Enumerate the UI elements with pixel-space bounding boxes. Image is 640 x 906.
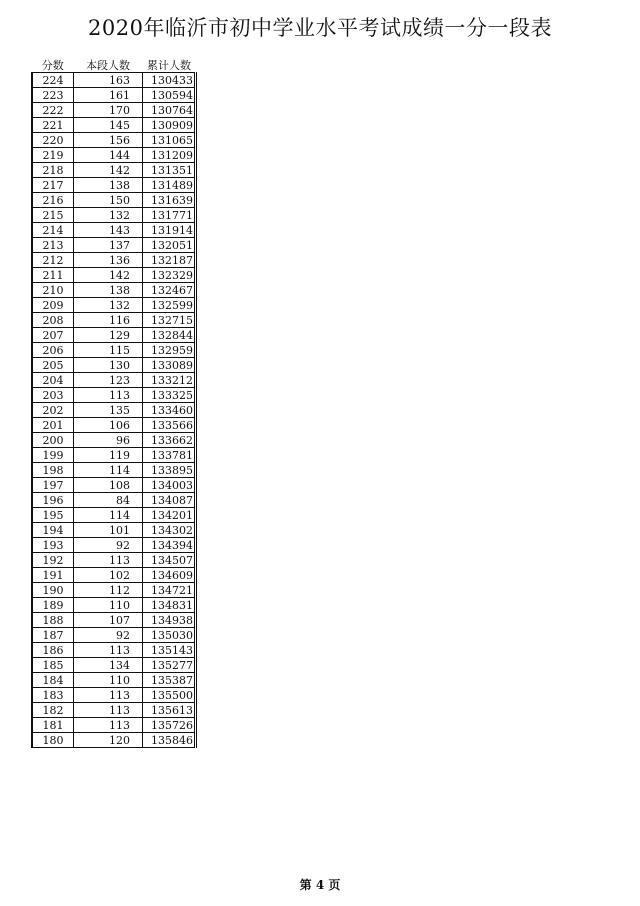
table-row xyxy=(32,328,196,343)
table-row xyxy=(32,253,196,268)
table-row xyxy=(32,118,196,133)
table-row xyxy=(32,718,196,733)
cumulative-count-cell: 130433 xyxy=(143,73,196,88)
table-row xyxy=(32,178,196,193)
score-cell: 220 xyxy=(32,133,74,148)
score-cell: 193 xyxy=(32,538,74,553)
cumulative-count-cell: 131065 xyxy=(143,133,196,148)
page-number: 第 4 页 xyxy=(299,878,341,892)
cumulative-count-cell: 131639 xyxy=(143,193,196,208)
table-row xyxy=(32,343,196,358)
score-cell: 186 xyxy=(32,643,74,658)
segment-count-cell: 92 xyxy=(74,628,143,643)
segment-count-cell: 113 xyxy=(74,703,143,718)
table-row xyxy=(32,298,196,313)
segment-count-cell: 132 xyxy=(74,298,143,313)
cumulative-count-cell: 135277 xyxy=(143,658,196,673)
segment-count-cell: 110 xyxy=(74,673,143,688)
cumulative-count-cell: 133460 xyxy=(143,403,196,418)
table-row xyxy=(32,238,196,253)
table-row xyxy=(32,673,196,688)
segment-count-cell: 142 xyxy=(74,268,143,283)
cumulative-count-cell: 133662 xyxy=(143,433,196,448)
table-row xyxy=(32,733,196,748)
cumulative-count-cell: 132467 xyxy=(143,283,196,298)
score-cell: 205 xyxy=(32,358,74,373)
segment-count-cell: 130 xyxy=(74,358,143,373)
table-row xyxy=(32,598,196,613)
segment-count-cell: 123 xyxy=(74,373,143,388)
score-cell: 197 xyxy=(32,478,74,493)
cumulative-count-cell: 132599 xyxy=(143,298,196,313)
score-cell: 198 xyxy=(32,463,74,478)
segment-count-cell: 134 xyxy=(74,658,143,673)
score-cell: 224 xyxy=(32,73,74,88)
cumulative-count-cell: 134087 xyxy=(143,493,196,508)
segment-count-cell: 143 xyxy=(74,223,143,238)
score-table xyxy=(31,58,197,748)
segment-count-cell: 108 xyxy=(74,478,143,493)
cumulative-count-cell: 134831 xyxy=(143,598,196,613)
cumulative-count-cell: 134394 xyxy=(143,538,196,553)
table-row xyxy=(32,373,196,388)
score-cell: 221 xyxy=(32,118,74,133)
column-header-segment-count: 本段人数 xyxy=(74,58,143,73)
score-cell: 214 xyxy=(32,223,74,238)
segment-count-cell: 163 xyxy=(74,73,143,88)
segment-count-cell: 145 xyxy=(74,118,143,133)
cumulative-count-cell: 134302 xyxy=(143,523,196,538)
score-cell: 180 xyxy=(32,733,74,748)
score-cell: 184 xyxy=(32,673,74,688)
cumulative-count-cell: 135726 xyxy=(143,718,196,733)
table-row xyxy=(32,553,196,568)
table-row xyxy=(32,508,196,523)
cumulative-count-cell: 130909 xyxy=(143,118,196,133)
cumulative-count-cell: 131209 xyxy=(143,148,196,163)
segment-count-cell: 114 xyxy=(74,508,143,523)
cumulative-count-cell: 133325 xyxy=(143,388,196,403)
table-row xyxy=(32,163,196,178)
table-row xyxy=(32,523,196,538)
segment-count-cell: 113 xyxy=(74,688,143,703)
table-row xyxy=(32,208,196,223)
segment-count-cell: 116 xyxy=(74,313,143,328)
table-row xyxy=(32,148,196,163)
cumulative-count-cell: 135500 xyxy=(143,688,196,703)
segment-count-cell: 144 xyxy=(74,148,143,163)
cumulative-count-cell: 131914 xyxy=(143,223,196,238)
segment-count-cell: 114 xyxy=(74,463,143,478)
score-cell: 223 xyxy=(32,88,74,103)
cumulative-count-cell: 130764 xyxy=(143,103,196,118)
segment-count-cell: 110 xyxy=(74,598,143,613)
segment-count-cell: 142 xyxy=(74,163,143,178)
table-row xyxy=(32,568,196,583)
table-row xyxy=(32,688,196,703)
table-row xyxy=(32,493,196,508)
segment-count-cell: 92 xyxy=(74,538,143,553)
score-cell: 212 xyxy=(32,253,74,268)
cumulative-count-cell: 134507 xyxy=(143,553,196,568)
table-row xyxy=(32,313,196,328)
cumulative-count-cell: 133089 xyxy=(143,358,196,373)
table-row xyxy=(32,223,196,238)
score-cell: 190 xyxy=(32,583,74,598)
table-header-row xyxy=(32,58,196,73)
page-title: 2020年临沂市初中学业水平考试成绩一分一段表 xyxy=(88,16,552,40)
cumulative-count-cell: 133781 xyxy=(143,448,196,463)
score-cell: 213 xyxy=(32,238,74,253)
table-row xyxy=(32,433,196,448)
segment-count-cell: 96 xyxy=(74,433,143,448)
table-row xyxy=(32,613,196,628)
cumulative-count-cell: 131771 xyxy=(143,208,196,223)
score-cell: 183 xyxy=(32,688,74,703)
score-cell: 210 xyxy=(32,283,74,298)
cumulative-count-cell: 132715 xyxy=(143,313,196,328)
cumulative-count-cell: 134003 xyxy=(143,478,196,493)
score-cell: 222 xyxy=(32,103,74,118)
segment-count-cell: 115 xyxy=(74,343,143,358)
table-row xyxy=(32,193,196,208)
segment-count-cell: 136 xyxy=(74,253,143,268)
score-cell: 182 xyxy=(32,703,74,718)
cumulative-count-cell: 135030 xyxy=(143,628,196,643)
cumulative-count-cell: 134609 xyxy=(143,568,196,583)
segment-count-cell: 138 xyxy=(74,178,143,193)
score-cell: 201 xyxy=(32,418,74,433)
score-cell: 195 xyxy=(32,508,74,523)
cumulative-count-cell: 132959 xyxy=(143,343,196,358)
score-cell: 187 xyxy=(32,628,74,643)
table-row xyxy=(32,88,196,103)
score-cell: 218 xyxy=(32,163,74,178)
table-row xyxy=(32,388,196,403)
score-cell: 191 xyxy=(32,568,74,583)
score-cell: 204 xyxy=(32,373,74,388)
cumulative-count-cell: 134201 xyxy=(143,508,196,523)
cumulative-count-cell: 135846 xyxy=(143,733,196,748)
segment-count-cell: 170 xyxy=(74,103,143,118)
table-row xyxy=(32,658,196,673)
table-row xyxy=(32,478,196,493)
table-row xyxy=(32,583,196,598)
table-row xyxy=(32,463,196,478)
score-cell: 188 xyxy=(32,613,74,628)
segment-count-cell: 102 xyxy=(74,568,143,583)
segment-count-cell: 113 xyxy=(74,718,143,733)
cumulative-count-cell: 131489 xyxy=(143,178,196,193)
table-row xyxy=(32,283,196,298)
table-row xyxy=(32,403,196,418)
segment-count-cell: 156 xyxy=(74,133,143,148)
cumulative-count-cell: 133895 xyxy=(143,463,196,478)
cumulative-count-cell: 132187 xyxy=(143,253,196,268)
score-cell: 189 xyxy=(32,598,74,613)
segment-count-cell: 132 xyxy=(74,208,143,223)
segment-count-cell: 120 xyxy=(74,733,143,748)
score-cell: 203 xyxy=(32,388,74,403)
cumulative-count-cell: 135143 xyxy=(143,643,196,658)
score-cell: 207 xyxy=(32,328,74,343)
score-cell: 211 xyxy=(32,268,74,283)
cumulative-count-cell: 134721 xyxy=(143,583,196,598)
column-header-cumulative-count: 累计人数 xyxy=(143,58,196,73)
table-row xyxy=(32,133,196,148)
cumulative-count-cell: 133212 xyxy=(143,373,196,388)
table-row xyxy=(32,418,196,433)
cumulative-count-cell: 132329 xyxy=(143,268,196,283)
score-cell: 202 xyxy=(32,403,74,418)
table-row xyxy=(32,643,196,658)
score-cell: 206 xyxy=(32,343,74,358)
score-cell: 215 xyxy=(32,208,74,223)
score-cell: 208 xyxy=(32,313,74,328)
segment-count-cell: 113 xyxy=(74,553,143,568)
table-body xyxy=(32,73,196,748)
segment-count-cell: 138 xyxy=(74,283,143,298)
segment-count-cell: 106 xyxy=(74,418,143,433)
segment-count-cell: 161 xyxy=(74,88,143,103)
table-row xyxy=(32,448,196,463)
segment-count-cell: 113 xyxy=(74,388,143,403)
score-cell: 192 xyxy=(32,553,74,568)
table-row xyxy=(32,703,196,718)
segment-count-cell: 150 xyxy=(74,193,143,208)
cumulative-count-cell: 130594 xyxy=(143,88,196,103)
table-row xyxy=(32,628,196,643)
score-cell: 199 xyxy=(32,448,74,463)
score-cell: 196 xyxy=(32,493,74,508)
segment-count-cell: 135 xyxy=(74,403,143,418)
cumulative-count-cell: 134938 xyxy=(143,613,196,628)
segment-count-cell: 119 xyxy=(74,448,143,463)
table-row xyxy=(32,268,196,283)
cumulative-count-cell: 135613 xyxy=(143,703,196,718)
score-cell: 181 xyxy=(32,718,74,733)
cumulative-count-cell: 133566 xyxy=(143,418,196,433)
cumulative-count-cell: 135387 xyxy=(143,673,196,688)
segment-count-cell: 112 xyxy=(74,583,143,598)
score-cell: 185 xyxy=(32,658,74,673)
table-row xyxy=(32,103,196,118)
segment-count-cell: 129 xyxy=(74,328,143,343)
segment-count-cell: 107 xyxy=(74,613,143,628)
column-header-score: 分数 xyxy=(32,58,74,73)
table-row xyxy=(32,73,196,88)
score-cell: 216 xyxy=(32,193,74,208)
table-row xyxy=(32,538,196,553)
cumulative-count-cell: 132844 xyxy=(143,328,196,343)
table-row xyxy=(32,358,196,373)
score-cell: 217 xyxy=(32,178,74,193)
cumulative-count-cell: 132051 xyxy=(143,238,196,253)
score-cell: 200 xyxy=(32,433,74,448)
segment-count-cell: 84 xyxy=(74,493,143,508)
segment-count-cell: 113 xyxy=(74,643,143,658)
score-cell: 219 xyxy=(32,148,74,163)
segment-count-cell: 137 xyxy=(74,238,143,253)
score-cell: 194 xyxy=(32,523,74,538)
score-cell: 209 xyxy=(32,298,74,313)
cumulative-count-cell: 131351 xyxy=(143,163,196,178)
segment-count-cell: 101 xyxy=(74,523,143,538)
